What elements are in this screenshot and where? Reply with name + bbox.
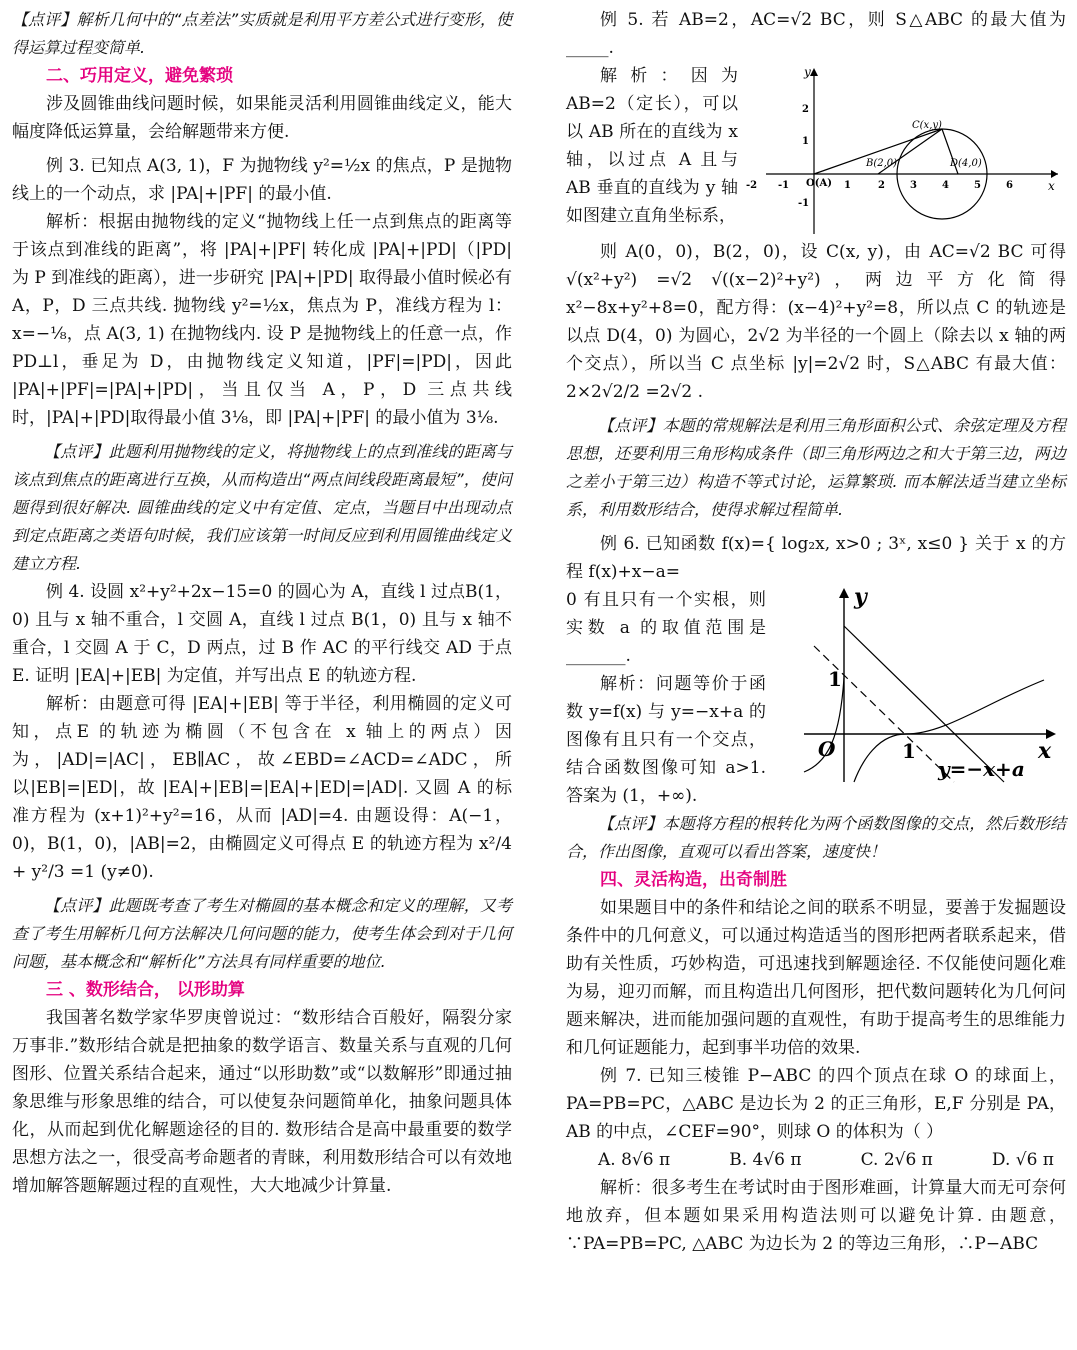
solution-5: 则 A(0，0)，B(2，0)，设 C(x, y)，由 AC=√2 BC 可得 √(x²+y²) =√2 √((x−2)²+y²)，两边平方化简得 x²−8x+y²+8=0，配方得：(x−4)²+y²=8，所以点 C 的轨迹是以点 D(4，0) 为圆心，2√2 为半径的一个圆上（除去以 x 轴的两个交点），所以当 C 点坐标 |y|=2√2 时，S△ABC 有最大值：2×2√2/2 =2√2 . (566, 242, 1066, 402)
paragraph: 我国著名数学家华罗庚曾说过：“数形结合百般好，隔裂分家万事非.”数形结合就是把抽象的数学语言、数量关系与直观的几何图形、位置关系结合起来，通过“以形助数”或“以数解形”即通过抽象思维与形象思维的结合，可以使复杂问题简单化，抽象问题具体化，从而起到优化解题途径的目的. 数形结合是高中最重要的数学思想方法之一，很受高考命题者的青睐，利用数形结合可以有效地增加解答题解题过程的直观性，大大地减少计算量. (12, 1008, 512, 1196)
option-c: C. 2√6 π (860, 1150, 933, 1170)
review-6: 【点评】本题将方程的根转化为两个函数图像的交点，然后数形结合，作出图像，直观可以看出答案，速度快！ (566, 814, 1066, 861)
x-axis-label: x (1048, 179, 1055, 193)
x-axis-label: x (1038, 738, 1052, 764)
option-d: D. √6 π (991, 1150, 1054, 1170)
dashed-line (814, 646, 954, 782)
example-6: 例 6. 已知函数 f(x)={ log₂x, x>0 ; 3ˣ, x≤0 } 关于 x 的方程 f(x)+x−a= (566, 534, 1066, 582)
right-column (566, 6, 1066, 1258)
x-tick: -1 (778, 180, 790, 191)
line-label: y=−x+a (938, 757, 1025, 781)
example-6-cont: 0 有且只有一个实根，则实数 a 的取值范围是 _______. (566, 590, 766, 666)
section-heading-4: 四、灵活构造，出奇制胜 (600, 870, 787, 890)
solution-4: 解析：由题意可得 |EA|+|EB| 等于半径，利用椭圆的定义可知，点E 的轨迹为椭圆（不包含在 x 轴上的两点）因为，|AD|=|AC|，EB∥AC，故∠EBD=∠ACD=∠ADC，所以|EB|=|ED|，故 |EA|+|EB|=|EA|+|ED|=|AD|. 又圆 A 的标准方程为 (x+1)²+y²=16，从而 |AD|=4. 由题设得：A(−1，0)，B(1，0)，|AB|=2，由椭圆定义可得点 E 的轨迹方程为 x²/4 + y²/3 =1 (y≠0). (12, 694, 512, 882)
point-c-label: C(x,y) (912, 120, 942, 131)
y-axis-label: y (804, 65, 811, 79)
section-heading-3: 三 、数形结合， 以形助算 (46, 980, 245, 1000)
y-tick: 1 (802, 136, 809, 147)
section-heading-2: 二、巧用定义，避免繁琐 (46, 66, 233, 86)
review-paragraph: 【点评】解析几何中的“点差法”实质就是利用平方差公式进行变形，使得运算过程变简单. (12, 10, 512, 57)
example-6-block (566, 586, 1066, 810)
option-b: B. 4√6 π (729, 1150, 802, 1170)
x-tick: 3 (910, 180, 917, 191)
example-5-block (566, 62, 1066, 238)
solution-3: 解析：根据由抛物线的定义“抛物线上任一点到焦点的距离等于该点到准线的距离”，将 |PA|+|PF| 转化成 |PA|+|PD|（|PD| 为 P 到准线的距离），进一步研究 |PA|+|PD| 取得最小值时候必有 A，P，D 三点共线. 抛物线 y²=½x，焦点为 P，准线方程为 l：x=−⅛，点 A(3, 1) 在抛物线内. 设 P 是抛物线上的任意一点，作 PD⊥l，垂足为 D，由抛物线定义知道，|PF|=|PD|，因此 |PA|+|PF|=|PA|+|PD|，当且仅当 A，P，D 三点共线时，|PA|+|PD|取得最小值 3⅛，即 |PA|+|PF| 的最小值为 3⅛. (12, 212, 512, 428)
x-tick: -2 (746, 180, 758, 191)
y-axis-label: y (854, 586, 867, 610)
y-tick: -1 (798, 198, 810, 209)
solution-5-intro: 解析：因为 AB=2（定长），可以以 AB 所在的直线为 x 轴，以过点 A 且与 AB 垂直的直线为 y 轴如图建立直角坐标系， (566, 66, 738, 226)
solution-6: 解析：问题等价于函数 y=f(x) 与 y=−x+a 的图像有且只有一个交点，结合函数图像可知 a>1. 答案为 (1，+∞). (566, 674, 766, 806)
x-tick: 1 (844, 180, 851, 191)
circle-figure (746, 62, 1064, 238)
origin-label: O(A) (806, 178, 832, 189)
paragraph: 涉及圆锥曲线问题时候，如果能灵活利用圆锥曲线定义，能大幅度降低运算量，会给解题带来方便. (12, 94, 512, 142)
function-graph (774, 586, 1066, 786)
example-3: 例 3. 已知点 A(3, 1)，F 为抛物线 y²=½x 的焦点，P 是抛物线上的一个动点，求 |PA|+|PF| 的最小值. (12, 156, 512, 204)
x-one-label: 1 (902, 739, 916, 763)
example-4: 例 4. 设圆 x²+y²+2x−15=0 的圆心为 A，直线 l 过点B(1，0) 且与 x 轴不重合，l 交圆 A，直线 l 过点 B(1，0) 且与 x 轴不重合，l 交圆 A 于 C，D 两点，过 B 作 AC 的平行线交 AD 于点 E. 证明 |EA|+|EB| 为定值，并写出点 E 的轨迹方程. (12, 582, 512, 686)
review-5: 【点评】本题的常规解法是利用三角形面积公式、余弦定理及方程思想，还要利用三角形构成条件（即三角形两边之和大于第三边，两边之差小于第三边）构造不等式讨论，运算繁琐. 而本解法适当建立坐标系，利用数形结合，使得求解过程简单. (566, 416, 1066, 519)
point-d-label: D(4,0) (950, 158, 982, 169)
example-7: 例 7. 已知三棱锥 P−ABC 的四个顶点在球 O 的球面上，PA=PB=PC，△ABC 是边长为 2 的正三角形，E,F 分别是 PA，AB 的中点，∠CEF=90°，则球 O 的体积为（ ） (566, 1066, 1066, 1142)
options-row (566, 1146, 1066, 1174)
paragraph: 如果题目中的条件和结论之间的联系不明显，要善于发掘题设条件中的几何意义，可以通过构造适当的图形把两者联系起来，借助有关性质，巧妙构造，可迅速找到解题途径. 不仅能使问题化难为易，迎刃而解，而且构造出几何图形，把代数问题转化为几何问题来解决，进而能加强问题的直观性，有助于提高考生的思维能力和几何证题能力，起到事半功倍的效果. (566, 898, 1066, 1058)
x-tick: 6 (1006, 180, 1013, 191)
option-a: A. 8√6 π (598, 1150, 671, 1170)
y-tick: 2 (802, 104, 809, 115)
x-tick: 4 (942, 180, 949, 191)
review-3: 【点评】此题利用抛物线的定义，将抛物线上的点到准线的距离与该点到焦点的距离进行互换，从而构造出“两点间线段距离最短”，使问题得到很好解决. 圆锥曲线的定义中有定值、定点，当题目中出现动点到定点距离之类语句时候，我们应该第一时间反应到利用圆锥曲线定义建立方程. (12, 442, 512, 573)
x-tick: 2 (878, 180, 885, 191)
review-4: 【点评】此题既考查了考生对椭圆的基本概念和定义的理解，又考查了考生用解析几何方法解决几何问题的能力，使考生体会到对于几何问题，基本概念和“解析化”方法具有同样重要的地位. (12, 896, 512, 971)
point-b-label: B(2,0) (866, 158, 898, 169)
origin-label: O (818, 737, 836, 761)
y-one-label: 1 (828, 667, 842, 691)
left-column (12, 6, 512, 1200)
example-5: 例 5. 若 AB=2，AC=√2 BC，则 S△ABC 的最大值为 _____. (566, 10, 1066, 58)
solution-7: 解析：很多考生在考试时由于图形难画，计算量大而无可奈何地放弃，但本题如果采用构造法则可以避免计算. 由题意，∵PA=PB=PC, △ABC 为边长为 2 的等边三角形，∴P−ABC (566, 1178, 1066, 1254)
x-tick: 5 (974, 180, 981, 191)
